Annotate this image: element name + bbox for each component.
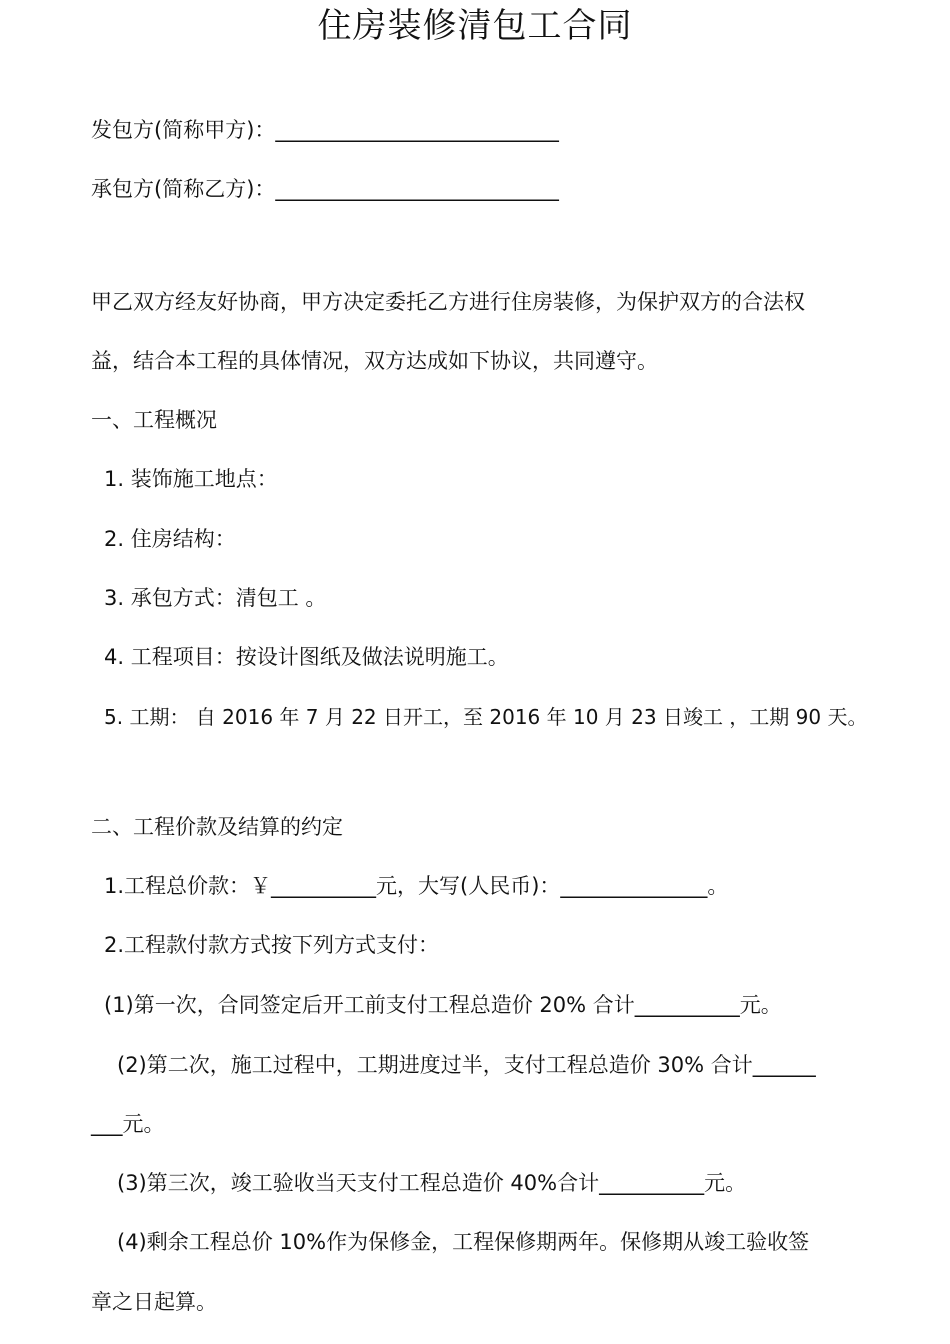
section-2-heading: 二、工程价款及结算的约定 bbox=[91, 815, 343, 839]
section-1-heading: 一、工程概况 bbox=[91, 408, 217, 432]
payment-2-line-1: (2)第二次，施工过程中，工期进度过半，支付工程总造价 30% 合计______ bbox=[117, 1053, 816, 1077]
payment-4-line-2: 章之日起算。 bbox=[91, 1290, 217, 1314]
item-1-1: 1. 装饰施工地点： bbox=[104, 467, 278, 491]
item-2-2: 2.工程款付款方式按下列方式支付： bbox=[104, 933, 440, 957]
preamble-line-2: 益，结合本工程的具体情况，双方达成如下协议，共同遵守。 bbox=[91, 349, 658, 373]
party-b-line: 承包方(简称乙方)：___________________________ bbox=[91, 177, 559, 201]
payment-3: (3)第三次，竣工验收当天支付工程总造价 40%合计__________元。 bbox=[117, 1171, 747, 1195]
item-1-5: 5. 工期： 自 2016 年 7 月 22 日开工，至 2016 年 10 月 23 日竣工 ，工期 90 天。 bbox=[104, 705, 868, 729]
item-1-2: 2. 住房结构： bbox=[104, 527, 236, 551]
party-a-line: 发包方(简称甲方)：___________________________ bbox=[91, 118, 559, 142]
preamble-line-1: 甲乙双方经友好协商，甲方决定委托乙方进行住房装修，为保护双方的合法权 bbox=[91, 290, 805, 314]
payment-4-line-1: (4)剩余工程总价 10%作为保修金，工程保修期两年。保修期从竣工验收签 bbox=[117, 1230, 810, 1254]
item-1-3: 3. 承包方式：清包工 。 bbox=[104, 586, 327, 610]
item-1-4: 4. 工程项目：按设计图纸及做法说明施工。 bbox=[104, 645, 509, 669]
contract-title: 住房装修清包工合同 bbox=[317, 6, 633, 46]
payment-1: (1)第一次，合同签定后开工前支付工程总造价 20% 合计__________元。 bbox=[104, 993, 782, 1017]
payment-2-line-2: ___元。 bbox=[91, 1112, 165, 1136]
item-2-1: 1.工程总价款：￥__________元，大写(人民币)：______________。 bbox=[104, 874, 729, 898]
